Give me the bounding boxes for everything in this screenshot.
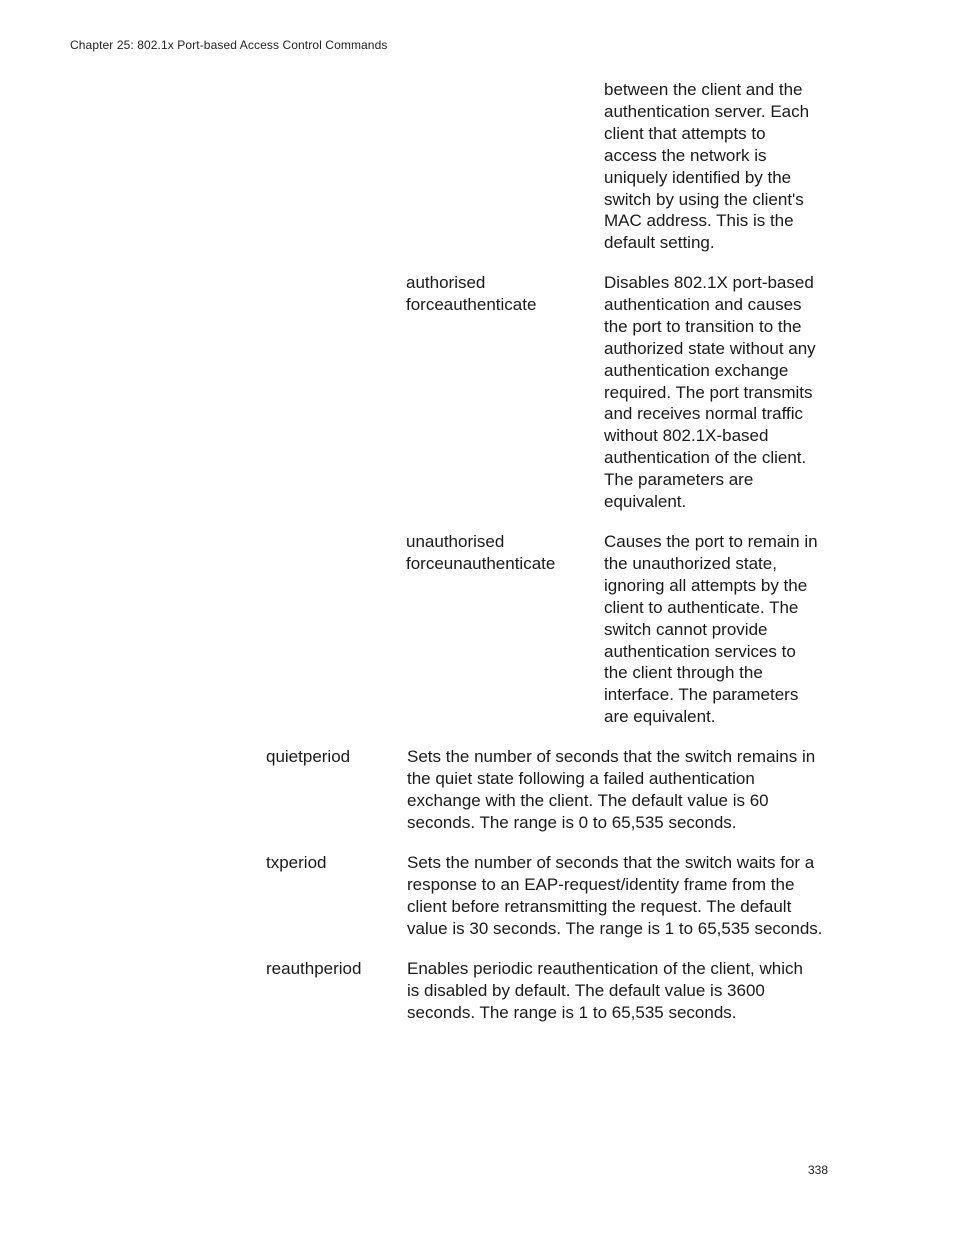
option-description-forceauthenticate: Disables 802.1X port-based authentication and causes the port to transition to the authorized state without any authentication exchange required. The port transmits and receives normal traffic without 802.1X-based authentication of the client. The parameters are equivalent. <box>604 273 816 512</box>
option-name-forceauthenticate: authorised forceauthenticate <box>406 273 537 314</box>
page-number: 338 <box>808 1163 829 1177</box>
parameter-description-txperiod: Sets the number of seconds that the switch waits for a response to an EAP-request/identity frame from the client before retransmitting the request. The default value is 30 seconds. The range is 1 to 65,535 seconds. <box>407 853 823 938</box>
parameter-name-txperiod: txperiod <box>266 853 327 872</box>
running-header: Chapter 25: 802.1x Port-based Access Control Commands <box>70 38 388 52</box>
parameter-description-reauthperiod: Enables periodic reauthentication of the client, which is disabled by default. The default value is 3600 seconds. The range is 1 to 65,535 seconds. <box>407 959 803 1022</box>
parameter-description-quietperiod: Sets the number of seconds that the switch remains in the quiet state following a failed authentication exchange with the client. The default value is 60 seconds. The range is 0 to 65,535 seconds. <box>407 747 816 832</box>
parameter-name-quietperiod: quietperiod <box>266 747 351 766</box>
option-name-forceunauthenticate: unauthorised forceunauthenticate <box>406 532 556 573</box>
option-description-forceunauthenticate: Causes the port to remain in the unauthorized state, ignoring all attempts by the client to authenticate. The switch cannot provide authentication services to the client through the interface. The parameters are equivalent. <box>604 532 818 727</box>
option-description-continued: between the client and the authentication server. Each client that attempts to access the network is uniquely identified by the switch by using the client's MAC address. This is the default setting. <box>604 80 810 253</box>
parameter-name-reauthperiod: reauthperiod <box>266 959 362 978</box>
